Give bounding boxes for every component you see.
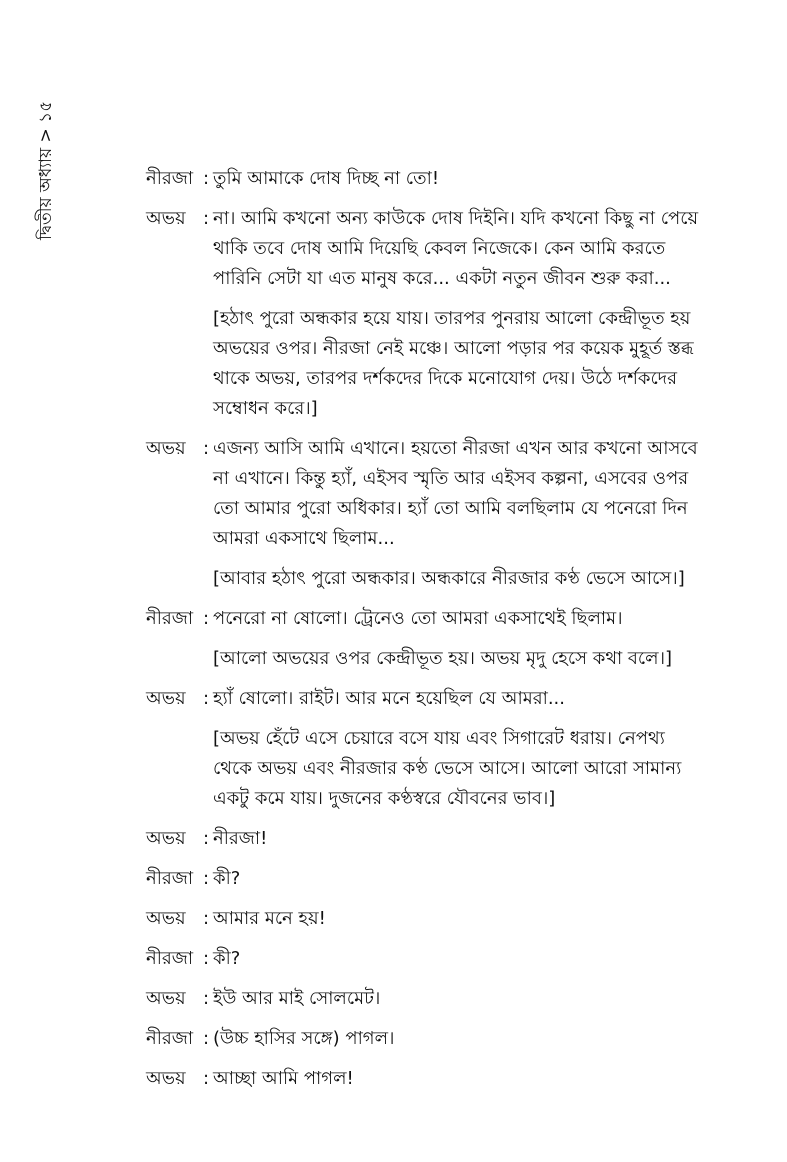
dialogue-line bbox=[146, 904, 706, 934]
dialogue-text: কী? bbox=[213, 948, 241, 969]
speaker-name: অভয় bbox=[146, 1068, 186, 1089]
speaker-colon: : bbox=[202, 438, 210, 459]
dialogue-line bbox=[146, 864, 706, 894]
dialogue-line bbox=[146, 604, 706, 634]
speaker-name: অভয় bbox=[146, 988, 186, 1009]
speaker-colon: : bbox=[202, 1028, 210, 1049]
speaker-name: অভয় bbox=[146, 438, 186, 459]
speaker-colon: : bbox=[202, 608, 210, 629]
speaker-name: নীরজা bbox=[146, 608, 194, 629]
dialogue-text: পনেরো না ষোলো। ট্রেনেও তো আমরা একসাথেই ছিলাম। bbox=[213, 608, 623, 629]
running-head-text: দ্বিতীয় অধ্যায় > ১৫ bbox=[36, 100, 56, 240]
speaker-colon: : bbox=[202, 988, 210, 1009]
speaker-colon: : bbox=[202, 908, 210, 929]
speaker-name: নীরজা bbox=[146, 168, 194, 189]
dialogue-text: না। আমি কখনো অন্য কাউকে দোষ দিইনি। যদি কখনো কিছু না পেয়ে থাকি তবে দোষ আমি দিয়েছি কেবল নিজেকে। কেন আমি করতে পারিনি সেটা যা এত মানুষ করে... একটা নতুন জীবন শুরু করা... bbox=[213, 208, 699, 289]
speaker-name: অভয় bbox=[146, 688, 186, 709]
speaker-colon: : bbox=[202, 948, 210, 969]
stage-direction: [হঠাৎ পুরো অন্ধকার হয়ে যায়। তারপর পুনরায় আলো কেন্দ্রীভূত হয় অভয়ের ওপর। নীরজা নেই মঞ্চে। আলো পড়ার পর কয়েক মুহূর্ত স্তব্ধ থাকে অভয়, তারপর দর্শকদের দিকে মনোযোগ দেয়। উঠে দর্শকদের সম্বোধন করে।] bbox=[213, 308, 694, 419]
speaker-colon: : bbox=[202, 868, 210, 889]
dialogue-line bbox=[146, 684, 706, 714]
dialogue-text: আচ্ছা আমি পাগল! bbox=[213, 1068, 354, 1089]
dialogue-text: (উচ্চ হাসির সঙ্গে) পাগল। bbox=[213, 1028, 395, 1049]
speaker-colon: : bbox=[202, 168, 210, 189]
dialogue-text: কী? bbox=[213, 868, 241, 889]
stage-direction: [আবার হঠাৎ পুরো অন্ধকার। অন্ধকারে নীরজার কণ্ঠ ভেসে আসে।] bbox=[213, 568, 685, 589]
dialogue-text: তুমি আমাকে দোষ দিচ্ছ না তো! bbox=[213, 168, 440, 189]
speaker-name: নীরজা bbox=[146, 948, 194, 969]
dialogue-text: হ্যাঁ ষোলো। রাইট। আর মনে হয়েছিল যে আমরা... bbox=[213, 688, 566, 709]
speaker-colon: : bbox=[202, 1068, 210, 1089]
dialogue-line bbox=[146, 944, 706, 974]
speaker-name: অভয় bbox=[146, 208, 186, 229]
speaker-name: নীরজা bbox=[146, 868, 194, 889]
speaker-colon: : bbox=[202, 688, 210, 709]
dialogue-line bbox=[146, 984, 706, 1014]
stage-direction: [আলো অভয়ের ওপর কেন্দ্রীভূত হয়। অভয় মৃদু হেসে কথা বলে।] bbox=[213, 648, 673, 669]
dialogue-line bbox=[146, 1064, 706, 1094]
dialogue-text: ইউ আর মাই সোলমেট। bbox=[213, 988, 381, 1009]
speaker-name: অভয় bbox=[146, 908, 186, 929]
dialogue-line bbox=[146, 434, 706, 554]
dialogue-text: আমার মনে হয়! bbox=[213, 908, 326, 929]
dialogue-text: নীরজা! bbox=[213, 828, 268, 849]
dialogue-line bbox=[146, 204, 706, 294]
speaker-colon: : bbox=[202, 208, 210, 229]
speaker-colon: : bbox=[202, 828, 210, 849]
running-head bbox=[36, 90, 56, 240]
dialogue-line bbox=[146, 824, 706, 854]
dialogue-line bbox=[146, 1024, 706, 1054]
play-script bbox=[146, 164, 706, 1104]
dialogue-line bbox=[146, 164, 706, 194]
dialogue-text: এজন্য আসি আমি এখানে। হয়তো নীরজা এখন আর কখনো আসবে না এখানে। কিন্তু হ্যাঁ, এইসব স্মৃতি আর এইসব কল্পনা, এসবের ওপর তো আমার পুরো অধিকার। হ্যাঁ তো আমি বলছিলাম যে পনেরো দিন আমরা একসাথে ছিলাম... bbox=[213, 438, 698, 549]
speaker-name: অভয় bbox=[146, 828, 186, 849]
stage-direction: [অভয় হেঁটে এসে চেয়ারে বসে যায় এবং সিগারেট ধরায়। নেপথ্য থেকে অভয় এবং নীরজার কণ্ঠ ভেসে আসে। আলো আরো সামান্য একটু কমে যায়। দুজনের কণ্ঠস্বরে যৌবনের ভাব।] bbox=[213, 728, 682, 809]
speaker-name: নীরজা bbox=[146, 1028, 194, 1049]
